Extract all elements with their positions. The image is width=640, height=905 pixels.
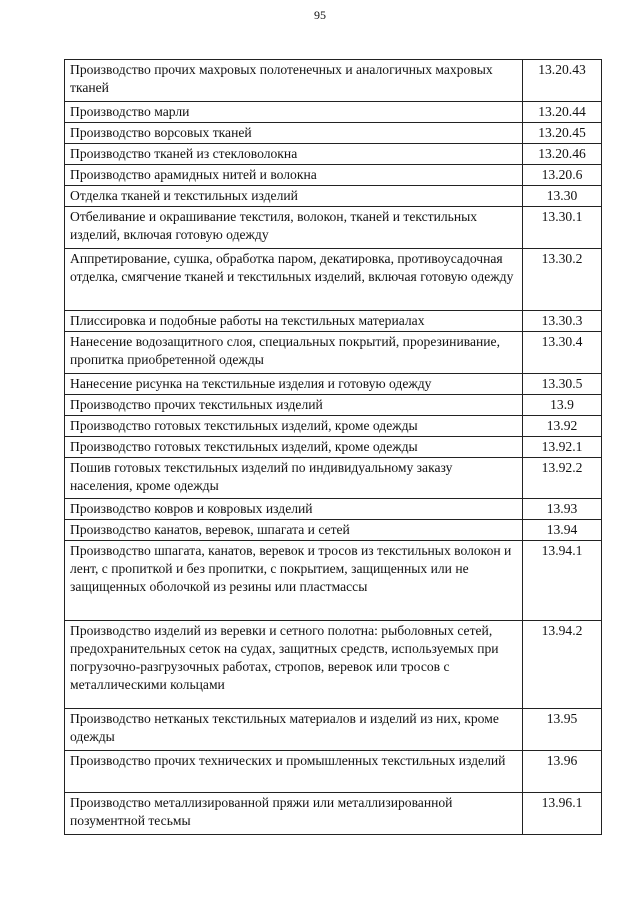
okved-code-cell: 13.92.2	[523, 458, 602, 499]
okved-code-cell: 13.30.1	[523, 207, 602, 249]
table-row	[65, 437, 602, 458]
activity-name-cell: Производство прочих текстильных изделий	[65, 395, 523, 416]
okved-code-cell: 13.30.3	[523, 311, 602, 332]
table-row	[65, 793, 602, 835]
activity-name-cell: Пошив готовых текстильных изделий по индивидуальному заказу населения, кроме одежды	[65, 458, 523, 499]
okved-code-cell: 13.30	[523, 186, 602, 207]
activity-name-cell: Производство ворсовых тканей	[65, 123, 523, 144]
table-row	[65, 395, 602, 416]
activity-name-cell: Производство прочих махровых полотенечных и аналогичных махровых тканей	[65, 60, 523, 102]
okved-code-cell: 13.20.43	[523, 60, 602, 102]
activity-name-cell: Производство шпагата, канатов, веревок и тросов из текстильных волокон и лент, с пропиткой и без пропитки, с покрытием, защищенных или не защищенных оболочкой из резины или пластмассы	[65, 541, 523, 621]
table-row	[65, 207, 602, 249]
table-row	[65, 709, 602, 751]
table-row	[65, 374, 602, 395]
okved-code-cell: 13.20.6	[523, 165, 602, 186]
activity-name-cell: Производство марли	[65, 102, 523, 123]
activity-name-cell: Производство канатов, веревок, шпагата и сетей	[65, 520, 523, 541]
activity-name-cell: Производство готовых текстильных изделий, кроме одежды	[65, 437, 523, 458]
table-row	[65, 621, 602, 709]
activity-name-cell: Аппретирование, сушка, обработка паром, декатировка, противоусадочная отделка, смягчение тканей и текстильных изделий, включая готовую одежду	[65, 249, 523, 311]
activity-name-cell: Отделка тканей и текстильных изделий	[65, 186, 523, 207]
okved-code-cell: 13.93	[523, 499, 602, 520]
table-row	[65, 165, 602, 186]
okved-code-cell: 13.96.1	[523, 793, 602, 835]
activity-name-cell: Нанесение рисунка на текстильные изделия и готовую одежду	[65, 374, 523, 395]
table-row	[65, 416, 602, 437]
okved-table	[64, 59, 602, 835]
activity-name-cell: Производство прочих технических и промышленных текстильных изделий	[65, 751, 523, 793]
activity-name-cell: Производство металлизированной пряжи или металлизированной позументной тесьмы	[65, 793, 523, 835]
table-row	[65, 186, 602, 207]
table-row	[65, 520, 602, 541]
activity-name-cell: Производство тканей из стекловолокна	[65, 144, 523, 165]
table-row	[65, 144, 602, 165]
table-row	[65, 541, 602, 621]
okved-code-cell: 13.20.44	[523, 102, 602, 123]
okved-code-cell: 13.30.5	[523, 374, 602, 395]
table-row	[65, 123, 602, 144]
okved-code-cell: 13.30.2	[523, 249, 602, 311]
activity-name-cell: Плиссировка и подобные работы на текстильных материалах	[65, 311, 523, 332]
okved-code-cell: 13.94	[523, 520, 602, 541]
okved-code-cell: 13.20.45	[523, 123, 602, 144]
table-row	[65, 102, 602, 123]
okved-code-cell: 13.30.4	[523, 332, 602, 374]
table-row	[65, 332, 602, 374]
activity-name-cell: Производство изделий из веревки и сетного полотна: рыболовных сетей, предохранительных сеток на судах, защитных средств, используемых при погрузочно-разгрузочных работах, стропов, веревок или тросов с металлическими кольцами	[65, 621, 523, 709]
table-row	[65, 249, 602, 311]
okved-code-cell: 13.95	[523, 709, 602, 751]
okved-code-cell: 13.92.1	[523, 437, 602, 458]
okved-code-cell: 13.9	[523, 395, 602, 416]
okved-code-cell: 13.94.1	[523, 541, 602, 621]
activity-name-cell: Производство арамидных нитей и волокна	[65, 165, 523, 186]
table-row	[65, 311, 602, 332]
table-row	[65, 751, 602, 793]
okved-code-cell: 13.20.46	[523, 144, 602, 165]
activity-name-cell: Нанесение водозащитного слоя, специальных покрытий, прорезинивание, пропитка приобретенной одежды	[65, 332, 523, 374]
activity-name-cell: Производство ковров и ковровых изделий	[65, 499, 523, 520]
okved-code-cell: 13.92	[523, 416, 602, 437]
okved-table-body	[65, 60, 602, 835]
page-number: 95	[314, 8, 326, 22]
okved-code-cell: 13.96	[523, 751, 602, 793]
activity-name-cell: Отбеливание и окрашивание текстиля, волокон, тканей и текстильных изделий, включая готовую одежду	[65, 207, 523, 249]
activity-name-cell: Производство готовых текстильных изделий, кроме одежды	[65, 416, 523, 437]
table-row	[65, 458, 602, 499]
activity-name-cell: Производство нетканых текстильных материалов и изделий из них, кроме одежды	[65, 709, 523, 751]
okved-code-cell: 13.94.2	[523, 621, 602, 709]
table-row	[65, 60, 602, 102]
table-row	[65, 499, 602, 520]
